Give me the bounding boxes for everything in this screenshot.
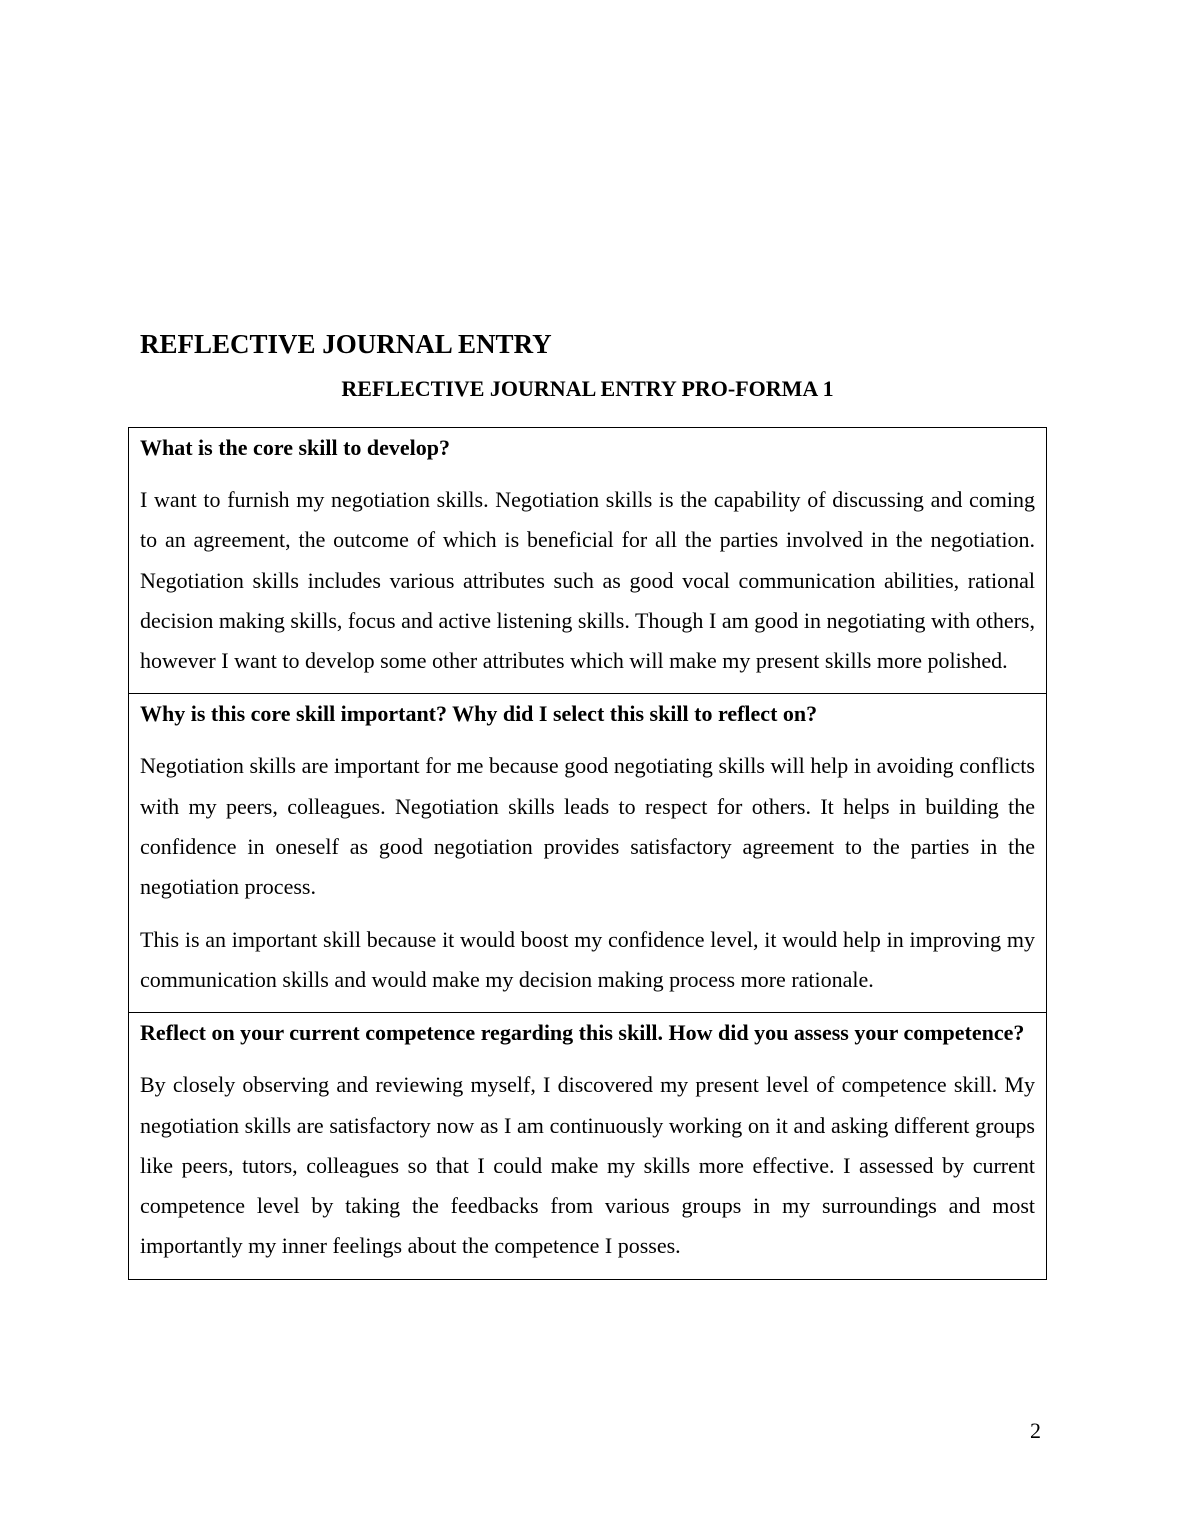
journal-cell xyxy=(129,1013,1047,1279)
section-paragraph: This is an important skill because it would boost my confidence level, it would help in improving my communication skills and would make my decision making process more rationale. xyxy=(140,926,1035,992)
section-question: What is the core skill to develop? xyxy=(140,435,451,460)
section-paragraph: I want to furnish my negotiation skills. Negotiation skills is the capability of discussing and coming to an agreement, the outcome of which is beneficial for all the parties involved in the negotiation. Negotiation skills includes various attributes such as good vocal communication abilities, rational decision making skills, focus and active listening skills. Though I am good in negotiating with others, however I want to develop some other attributes which will make my present skills more polished. xyxy=(140,487,1035,674)
journal-table xyxy=(128,427,1047,1280)
section-paragraph: By closely observing and reviewing myself, I discovered my present level of competence skill. My negotiation skills are satisfactory now as I am continuously working on it and asking different groups like peers, tutors, colleagues so that I could make my skills more effective. I assessed by current competence level by taking the feedbacks from various groups in my surroundings and most importantly my inner feelings about the competence I posses. xyxy=(140,1072,1035,1259)
journal-section-importance xyxy=(129,694,1047,1013)
journal-cell xyxy=(129,694,1047,1013)
section-question: Why is this core skill important? Why did I select this skill to reflect on? xyxy=(140,701,818,727)
document-subtitle: REFLECTIVE JOURNAL ENTRY PRO-FORMA 1 xyxy=(341,376,834,401)
page-number: 2 xyxy=(1030,1418,1041,1443)
section-question: Reflect on your current competence regarding this skill. How did you assess your competence? xyxy=(140,1020,1025,1046)
journal-cell xyxy=(129,428,1047,694)
journal-section-competence xyxy=(129,1013,1047,1279)
journal-section-core-skill xyxy=(129,428,1047,694)
document-title: REFLECTIVE JOURNAL ENTRY xyxy=(140,329,552,359)
section-paragraph: Negotiation skills are important for me because good negotiating skills will help in avoiding conflicts with my peers, colleagues. Negotiation skills leads to respect for others. It helps in building the confidence in oneself as good negotiation provides satisfactory agreement to the parties in the negotiation process. xyxy=(140,753,1035,900)
